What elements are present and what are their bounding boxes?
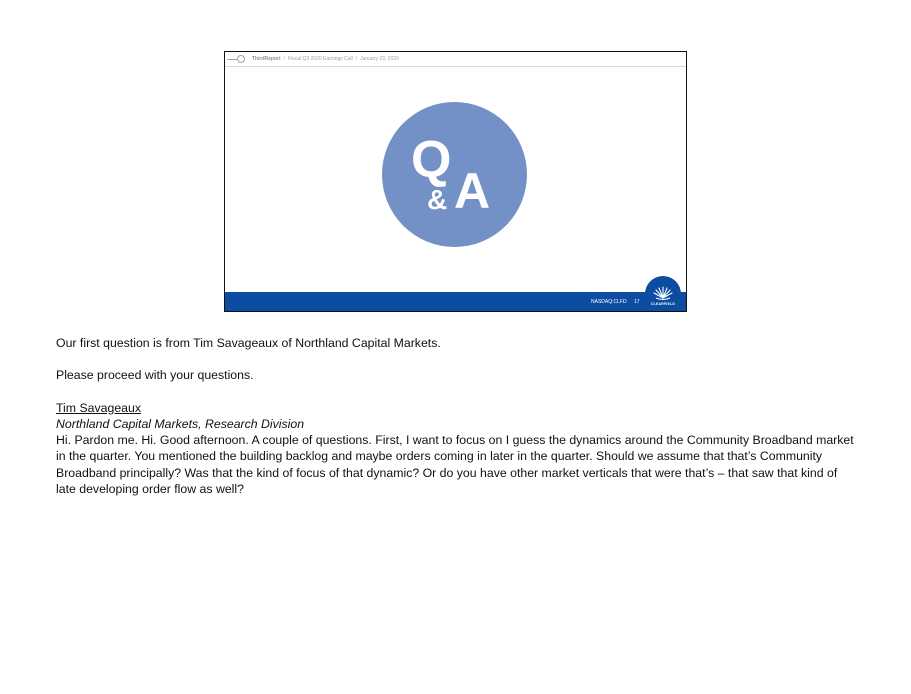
header-circle-icon xyxy=(237,55,245,63)
qa-letter-a: A xyxy=(454,163,491,219)
slide-footer-bar xyxy=(225,292,686,311)
speaker-affiliation: Northland Capital Markets, Research Division xyxy=(56,416,305,431)
footer-page-number: 17 xyxy=(633,299,640,305)
logo-wordmark: CLEARFIELD xyxy=(650,302,676,306)
header-line xyxy=(227,59,237,60)
clearfield-logo-icon xyxy=(645,276,681,312)
operator-intro: Our first question is from Tim Savageaux of Northland Capital Markets. xyxy=(56,336,441,350)
header-event: Fiscal Q3 2020 Earnings Call xyxy=(288,56,353,62)
footer-ticker: NASDAQ:CLFD xyxy=(591,299,627,305)
qa-letter-q: Q xyxy=(411,131,452,189)
header-date: January 23, 2020 xyxy=(360,56,399,62)
qa-icon xyxy=(382,102,527,247)
header-separator: / xyxy=(355,56,358,62)
header-separator: / xyxy=(283,56,285,62)
slide-thumbnail xyxy=(224,51,687,312)
speaker-question: Hi. Pardon me. Hi. Good afternoon. A couple of questions. First, I want to focus on I guess the dynamics around the Community Broadband market in the quarter. You mentioned the building backlog and maybe orders coming in later in the quarter. Should we assume that that’s Community Broadband principally? Was that the kind of focus of that dynamic? Or do you have other market verticals that were that’s – that saw that kind of late developing order flow as well? xyxy=(56,433,854,497)
header-brand: ThirdReport xyxy=(252,56,281,62)
operator-prompt: Please proceed with your questions. xyxy=(56,368,254,383)
slide-header xyxy=(225,52,686,67)
qa-ampersand: & xyxy=(427,184,448,215)
speaker-name: Tim Savageaux xyxy=(56,400,141,415)
footer-info xyxy=(591,299,640,305)
transcript xyxy=(56,335,856,497)
